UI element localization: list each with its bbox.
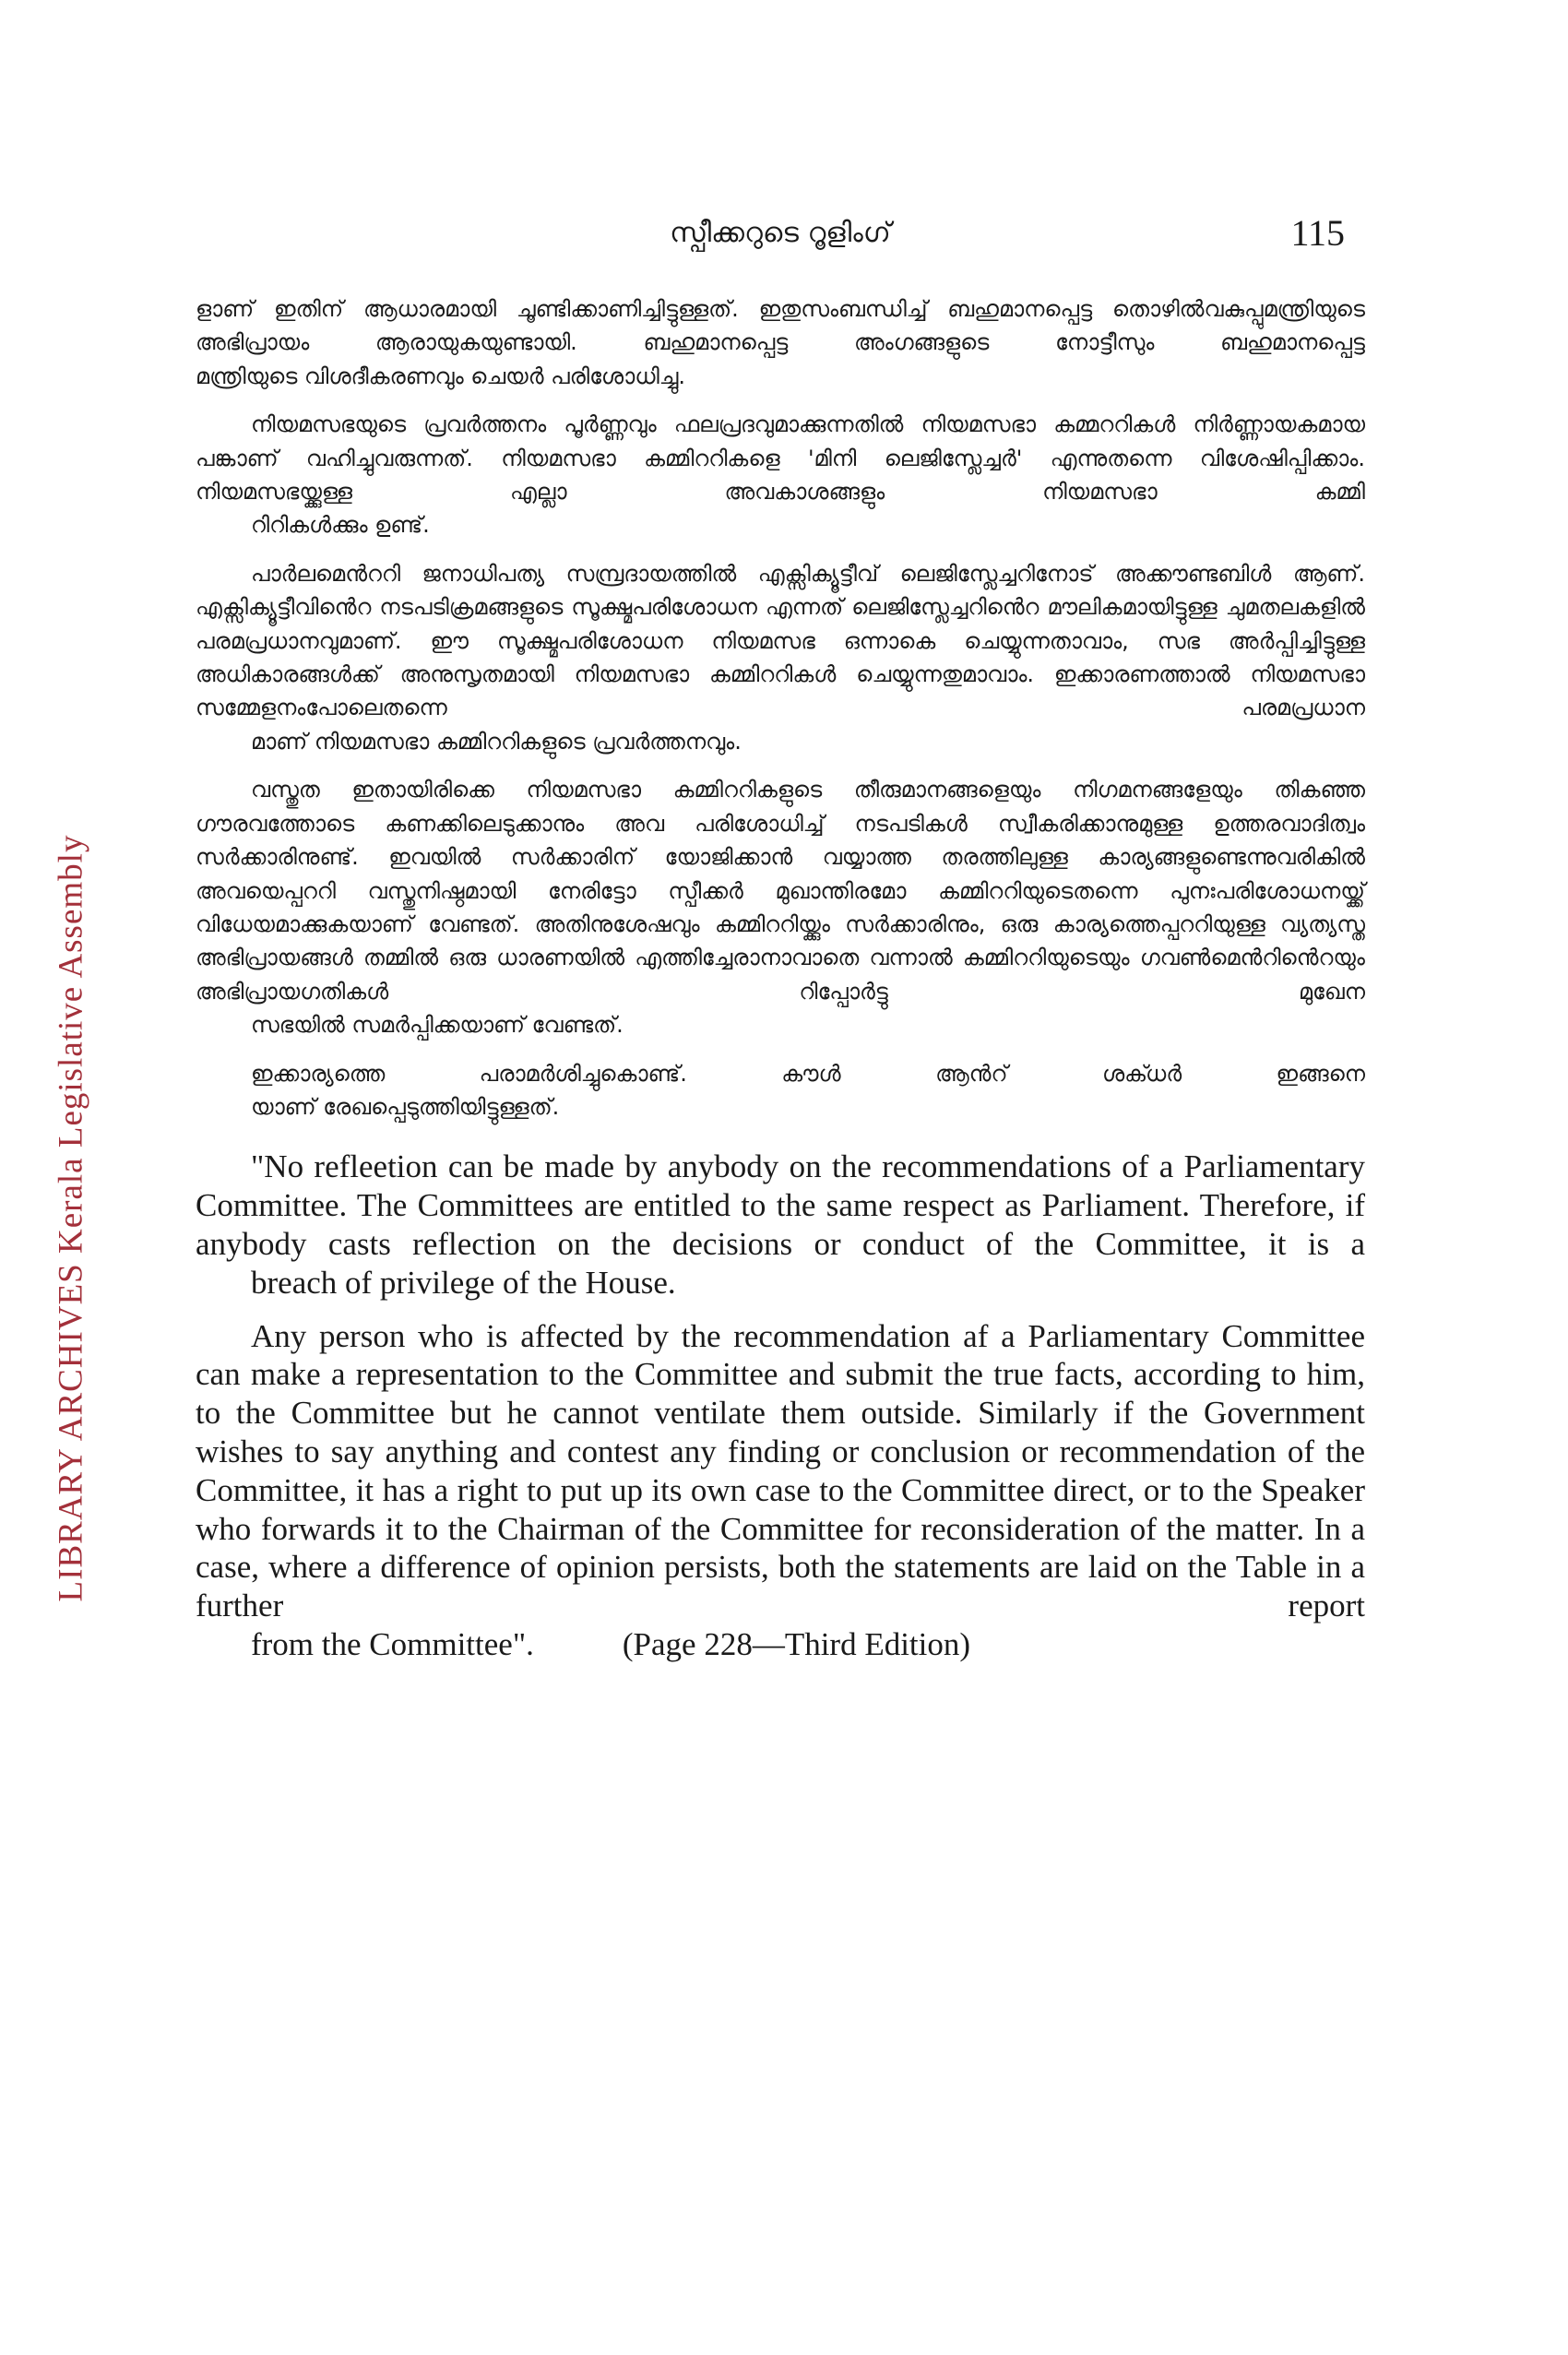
english-paragraph-1-body: "No refleetion can be made by anybody on the recommendations of a Parliamentary Committee. The Committees are entitled to the same respect as Parliament. Therefore, if anybody casts reflection on the decisions or conduct of the Committee, it is a bbox=[196, 1148, 1365, 1262]
malayalam-paragraph-1 bbox=[196, 292, 1365, 393]
malayalam-paragraph-2-body: നിയമസഭയുടെ പ്രവർത്തനം പൂർണ്ണവും ഫലപ്രദവുമാക്കുന്നതിൽ നിയമസഭാ കമ്മററികൾ നിർണ്ണായകമായ പങ്കാണ് വഹിച്ചുവരുന്നത്. നിയമസഭാ കമ്മിററികളെ 'മിനി ലെജിസ്ലേച്ചർ' എന്നുതന്നെ വിശേഷിപ്പിക്കാം. നിയമസഭയ്ക്കുള്ള എല്ലാ അവകാശങ്ങളും നിയമസഭാ കമ്മി bbox=[196, 411, 1365, 505]
malayalam-paragraph-3-last-line: മാണ് നിയമസഭാ കമ്മിററികളുടെ പ്രവർത്തനവും. bbox=[251, 728, 742, 755]
malayalam-paragraph-2-last-line: റിറികൾക്കും ഉണ്ട്. bbox=[251, 512, 430, 539]
english-paragraph-2-body: Any person who is affected by the recommendation af a Parliamentary Committee can make a representation to the Committee and submit the true facts, according to him, to the Committee but he cannot ventilate them outside. Similarly if the Government wishes to say anything and contest any finding or conclusion or recommendation of the Committee, it has a right to put up its own case to the Committee direct, or to the Speaker who forwards it to the Chairman of the Committee for reconsideration of the matter. In a case, where a difference of opinion persists, both the statements are laid on the Table in a further report bbox=[196, 1317, 1365, 1624]
running-header-title: സ്പീക്കറുടെ റൂളിംഗ് bbox=[670, 217, 891, 249]
page-number: 115 bbox=[1290, 212, 1345, 254]
english-paragraph-2-closing-text: from the Committee". bbox=[251, 1625, 534, 1662]
english-paragraph-2 bbox=[196, 1317, 1365, 1664]
library-archives-stamp-text: LIBRARY ARCHIVES Kerala Legislative Assembly bbox=[52, 834, 90, 1601]
malayalam-paragraph-5-body: ഇക്കാര്യത്തെ പരാമർശിച്ചുകൊണ്ട്. കൗൾ ആൻറ് ശക്ധർ ഇങ്ങനെ bbox=[251, 1060, 1365, 1087]
malayalam-paragraph-5 bbox=[196, 1057, 1365, 1124]
malayalam-paragraph-2 bbox=[196, 408, 1365, 542]
english-quotation bbox=[196, 1148, 1365, 1663]
malayalam-paragraph-3 bbox=[196, 557, 1365, 758]
malayalam-paragraph-1-body: ളാണ് ഇതിന് ആധാരമായി ചൂണ്ടിക്കാണിച്ചിട്ടുള്ളത്. ഇതുസംബന്ധിച്ച് ബഹുമാനപ്പെട്ട തൊഴിൽവകുപ്പുമന്ത്രിയുടെ അഭിപ്രായം ആരായുകയുണ്ടായി. ബഹുമാനപ്പെട്ട അംഗങ്ങളുടെ നോട്ടീസും ബഹുമാനപ്പെട്ട bbox=[196, 296, 1365, 356]
english-paragraph-1 bbox=[196, 1148, 1365, 1302]
english-paragraph-1-last-line: breach of privilege of the House. bbox=[251, 1264, 676, 1301]
malayalam-paragraph-4-last-line: സഭയിൽ സമർപ്പിക്കയാണ് വേണ്ടത്. bbox=[251, 1012, 624, 1039]
malayalam-paragraph-5-last-line: യാണ് രേഖപ്പെടുത്തിയിട്ടുള്ളത്. bbox=[251, 1093, 560, 1120]
malayalam-paragraph-1-last-line: മന്ത്രിയുടെ വിശദീകരണവും ചെയർ പരിശോധിച്ചു. bbox=[196, 363, 685, 389]
edition-citation: (Page 228—Third Edition) bbox=[622, 1625, 971, 1662]
running-header bbox=[196, 208, 1365, 272]
malayalam-paragraph-3-body: പാർലമെൻററി ജനാധിപത്യ സമ്പ്രദായത്തിൽ എക്സിക്യൂട്ടീവ് ലെജിസ്ലേച്ചറിനോട് അക്കൗണ്ടബിൾ ആണ്. എക്സിക്യൂട്ടീവിൻെറ നടപടിക്രമങ്ങളുടെ സൂക്ഷ്മപരിശോധന എന്നത് ലെജിസ്ലേച്ചറിൻെറ മൗലികമായിട്ടുള്ള ചുമതലകളിൽ പരമപ്രധാനവുമാണ്. ഈ സൂക്ഷ്മപരിശോധന നിയമസഭ ഒന്നാകെ ചെയ്യുന്നതാവാം, സഭ അർപ്പിച്ചിട്ടുള്ള അധികാരങ്ങൾക്ക് അനുസൃതമായി നിയമസഭാ കമ്മിററികൾ ചെയ്യുന്നതുമാവാം. ഇക്കാരണത്താൽ നിയമസഭാ സമ്മേളനംപോലെതന്നെ പരമപ്രധാന bbox=[196, 560, 1365, 721]
library-archives-stamp bbox=[30, 803, 113, 1633]
english-paragraph-2-last-line bbox=[196, 1625, 1365, 1664]
malayalam-paragraph-4 bbox=[196, 773, 1365, 1041]
book-page bbox=[196, 208, 1365, 1679]
malayalam-paragraph-4-body: വസ്തുത ഇതായിരിക്കെ നിയമസഭാ കമ്മിററികളുടെ തീരുമാനങ്ങളെയും നിഗമനങ്ങളേയും തികഞ്ഞ ഗൗരവത്തോടെ കണക്കിലെടുക്കാനും അവ പരിശോധിച്ച് നടപടികൾ സ്വീകരിക്കാനുമുള്ള ഉത്തരവാദിത്വം സർക്കാരിനുണ്ട്. ഇവയിൽ സർക്കാരിന് യോജിക്കാൻ വയ്യാത്ത തരത്തിലുള്ള കാര്യങ്ങളുണ്ടെന്നുവരികിൽ അവയെപ്പററി വസ്തുനിഷ്ഠമായി നേരിട്ടോ സ്പീക്കർ മുഖാന്തിരമോ കമ്മിററിയുടെതന്നെ പുനഃപരിശോധനയ്ക്ക് വിധേയമാക്കുകയാണ് വേണ്ടത്. അതിനുശേഷവും കമ്മിററിയ്ക്കും സർക്കാരിനും, ഒരു കാര്യത്തെപ്പററിയുള്ള വ്യത്യസ്ത അഭിപ്രായങ്ങൾ തമ്മിൽ ഒരു ധാരണയിൽ എത്തിച്ചേരാനാവാതെ വന്നാൽ കമ്മിററിയുടെയും ഗവൺമെൻറിൻെറയും അഭിപ്രായഗതികൾ റിപ്പോർട്ടു മുഖേന bbox=[196, 777, 1365, 1005]
